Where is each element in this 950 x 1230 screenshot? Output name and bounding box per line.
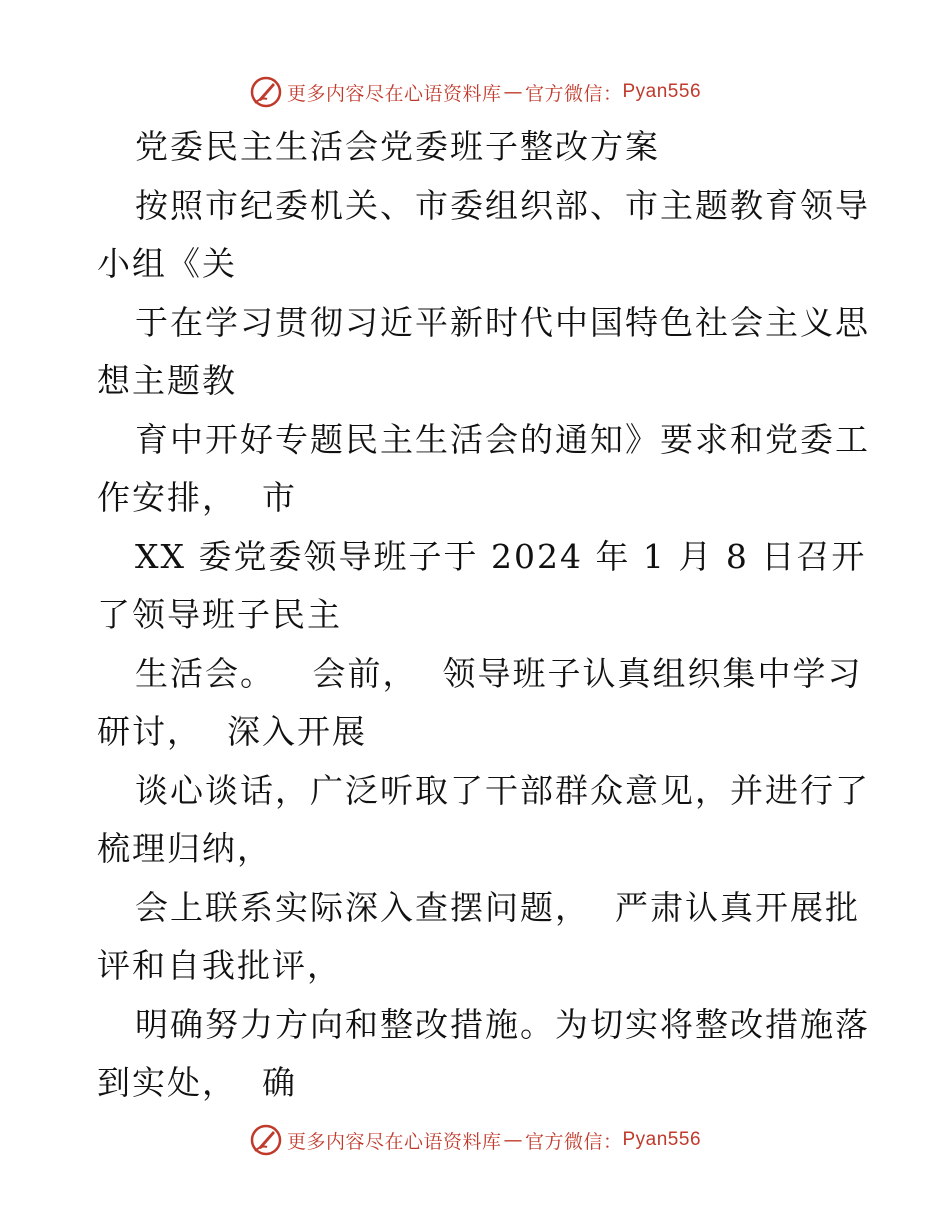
paragraph-line: 梳理归纳， [97, 829, 272, 868]
paragraph-line: 于在学习贯彻习近平新时代中国特色社会主义思 [135, 303, 870, 342]
watermark-text: 更多内容尽在心语资料库 [286, 1130, 502, 1153]
watermark-separator: — [503, 81, 523, 103]
paragraph-line: 生活会。 会前， 领导班子认真组织集中学习 [135, 654, 863, 693]
paragraph-line: XX 委党委领导班子于 2024 年 1 月 8 日召开 [135, 537, 867, 576]
quill-logo-icon [249, 75, 283, 109]
quill-logo-icon [249, 1123, 283, 1157]
paragraph-line: 明确努力方向和整改措施。为切实将整改措施落 [135, 1005, 870, 1044]
paragraph-line: 作安排， 市 [97, 478, 297, 517]
paragraph-line: 到实处， 确 [97, 1063, 297, 1102]
paragraph-line: 想主题教 [97, 361, 237, 400]
paragraph-line: 会上联系实际深入查摆问题， 严肃认真开展批 [135, 888, 860, 927]
watermark-wechat-label: 官方微信： [524, 1130, 623, 1153]
paragraph-line: 研讨， 深入开展 [97, 712, 367, 751]
watermark-wechat-id: Pyan556 [622, 1129, 702, 1150]
watermark-wechat-id: Pyan556 [622, 81, 702, 102]
paragraph-line: 了领导班子民主 [97, 595, 342, 634]
watermark-wechat-label: 官方微信： [524, 82, 623, 105]
paragraph-line: 谈心谈话，广泛听取了干部群众意见，并进行了 [135, 771, 870, 810]
watermark-banner-top [0, 72, 950, 112]
watermark-separator: — [503, 1129, 523, 1151]
watermark-text: 更多内容尽在心语资料库 [286, 82, 502, 105]
paragraph-line: 育中开好专题民主生活会的通知》要求和党委工 [135, 420, 870, 459]
paragraph-line: 按照市纪委机关、市委组织部、市主题教育领导 [135, 186, 870, 225]
paragraph-line: 评和自我批评， [97, 946, 342, 985]
document-title: 党委民主生活会党委班子整改方案 [135, 127, 660, 166]
watermark-banner-bottom [0, 1120, 950, 1160]
paragraph-line: 小组《关 [97, 244, 237, 283]
